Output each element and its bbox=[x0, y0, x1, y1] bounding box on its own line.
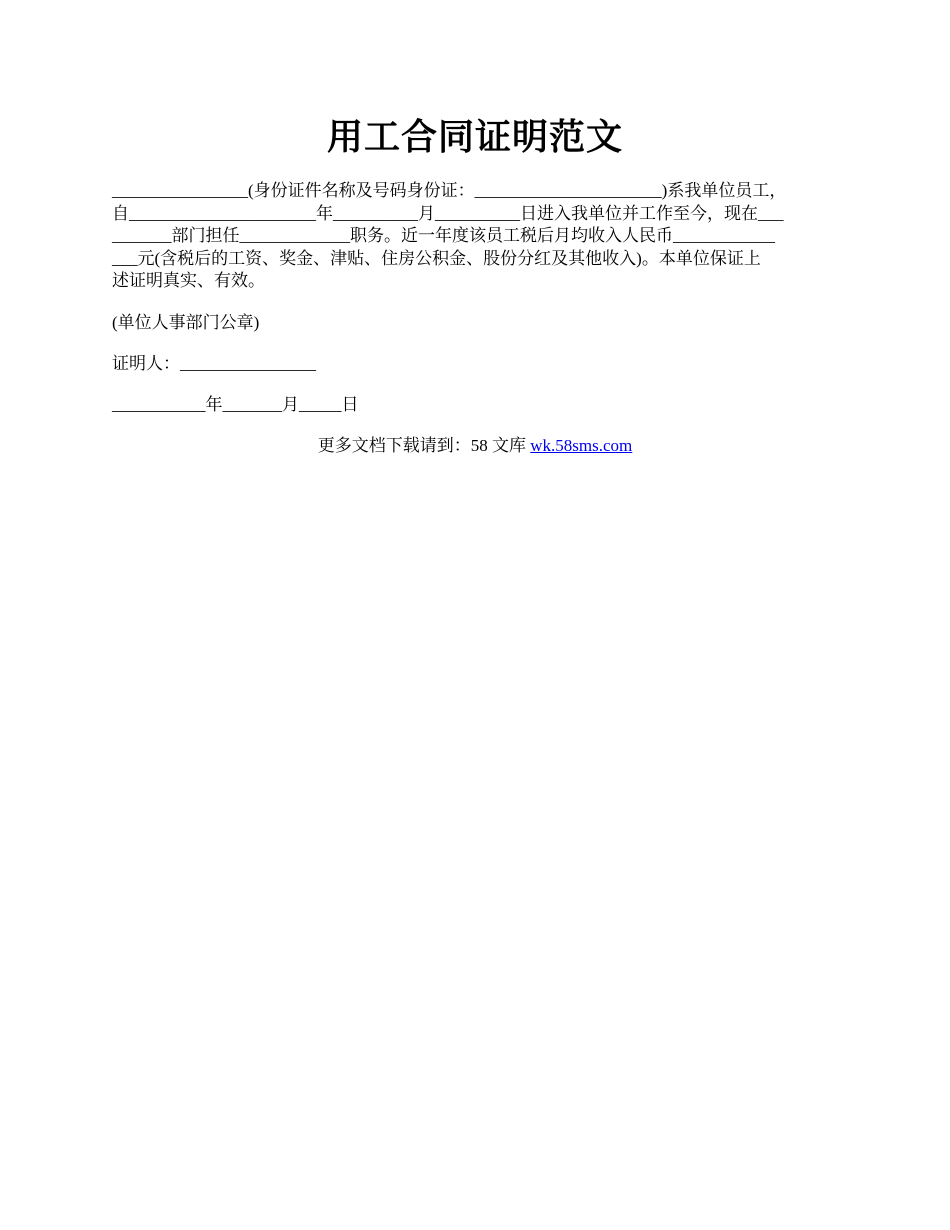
body-line-2: 自______________________年__________月__________日进入我单位并工作至今，现在___ bbox=[112, 203, 784, 223]
document-title: 用工合同证明范文 bbox=[326, 117, 623, 157]
seal-note: (单位人事部门公章) bbox=[112, 313, 260, 332]
date-line: ___________年_______月_____日 bbox=[112, 395, 359, 414]
footer-link[interactable]: wk.58sms.com bbox=[530, 436, 633, 455]
body-line-1: ________________(身份证件名称及号码身份证：______________________)系我单位员工， bbox=[112, 181, 787, 200]
footer-prefix: 更多文档下载请到：58 文库 bbox=[317, 436, 531, 455]
download-footer bbox=[0, 435, 950, 457]
body-line-4: ___元(含税后的工资、奖金、津贴、住房公积金、股份分红及其他收入)。本单位保证上 bbox=[112, 248, 761, 268]
certificate-body bbox=[112, 180, 842, 293]
body-line-5: 述证明真实、有效。 bbox=[112, 271, 265, 290]
witness-line: 证明人：________________ bbox=[112, 354, 316, 373]
body-line-3: _______部门担任_____________职务。近一年度该员工税后月均收入人民币____________ bbox=[112, 226, 775, 245]
